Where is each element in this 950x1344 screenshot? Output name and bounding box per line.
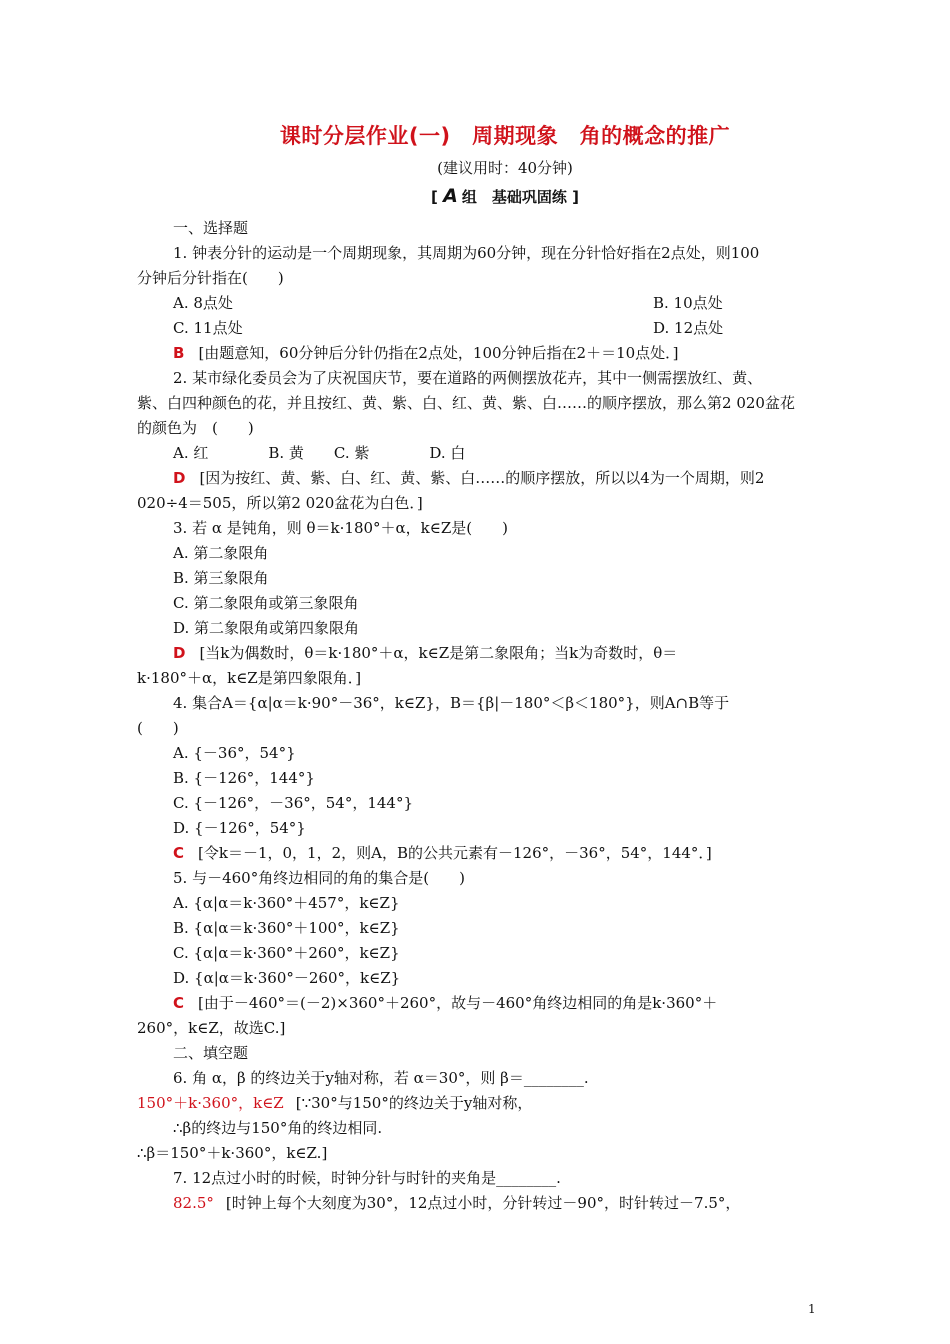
bracket-left: [ [431,188,438,206]
line-text: k·180°＋α，k∈Z是第四象限角．] [137,669,362,687]
bracket-right: ] [572,188,579,206]
text-line [173,743,853,763]
line-text: 6. 角 α，β 的终边关于y轴对称，若 α＝30°，则 β＝________. [173,1069,589,1087]
text-line [173,243,853,263]
text-line [173,818,853,838]
text-line [173,368,853,388]
text-line [173,943,853,963]
text-line [137,418,817,438]
line-text: ∴β＝150°＋k·360°，k∈Z.] [137,1144,328,1162]
line-text: [由于－460°＝(－2)×360°＋260°，故与－460°角终边相同的角是k·360°＋ [198,994,718,1012]
answer-letter: C [173,994,185,1012]
group-heading [0,185,950,207]
text-line [173,443,853,463]
option-left: A. 8点处 [173,294,233,312]
line-text: 5. 与－460°角终边相同的角的集合是( ) [173,869,465,887]
text-line [137,668,817,688]
text-line [173,218,853,238]
line-text: 7. 12点过小时的时候，时钟分针与时针的夹角是________. [173,1169,561,1187]
line-text: A. 红 B. 黄 C. 紫 D. 白 [173,444,466,462]
line-text: C. {α|α＝k·360°＋260°，k∈Z} [173,944,400,962]
text-line [137,493,817,513]
line-text: D. {α|α＝k·360°－260°，k∈Z} [173,969,401,987]
text-line [137,1143,817,1163]
line-text: 020÷4＝505，所以第2 020盆花为白色．] [137,494,423,512]
text-line [173,543,853,563]
text-line [173,468,853,488]
text-line [173,1068,853,1088]
page-number: 1 [808,1302,816,1316]
text-line [173,343,853,363]
text-line [137,718,817,738]
answer-text: 82.5° [173,1194,214,1212]
line-text: 4. 集合A＝{α|α＝k·90°－36°，k∈Z}，B＝{β|－180°＜β＜180°}，则A∩B等于 [173,694,730,712]
answer-letter: B [173,344,185,362]
text-line [173,693,853,713]
line-text: C. 第二象限角或第三象限角 [173,594,359,612]
text-line [173,968,853,988]
text-line [173,293,813,313]
line-text: 2. 某市绿化委员会为了庆祝国庆节，要在道路的两侧摆放花卉，其中一侧需摆放红、黄、 [173,369,763,387]
text-line [173,793,853,813]
line-text: [∵30°与150°的终边关于y轴对称， [295,1094,533,1112]
text-line [173,593,853,613]
text-line [137,1018,817,1038]
line-text: ∴β的终边与150°角的终边相同. [173,1119,383,1137]
line-text: B. 第三象限角 [173,569,269,587]
text-line [173,518,853,538]
text-line [173,893,853,913]
line-text: C. {－126°，－36°，54°，144°} [173,794,414,812]
text-line [173,868,853,888]
text-line [137,1093,817,1113]
line-text: A. {－36°，54°} [173,744,296,762]
answer-letter: D [173,469,186,487]
text-line [173,643,853,663]
line-text: A. {α|α＝k·360°＋457°，k∈Z} [173,894,400,912]
line-text: B. {α|α＝k·360°＋100°，k∈Z} [173,919,400,937]
line-text: 一、选择题 [173,219,249,237]
option-right: B. 10点处 [653,294,723,312]
text-line [173,843,853,863]
answer-letter: C [173,844,185,862]
option-right: D. 12点处 [653,319,724,337]
text-line [173,568,853,588]
text-line [173,318,813,338]
text-line [173,993,853,1013]
line-text: 1. 钟表分针的运动是一个周期现象，其周期为60分钟，现在分针恰好指在2点处，则100 [173,244,760,262]
answer-letter: D [173,644,186,662]
text-line [173,1118,853,1138]
page-title: 课时分层作业(一) 周期现象 角的概念的推广 [279,124,731,148]
text-line [173,768,853,788]
text-line [173,1168,853,1188]
line-text: B. {－126°，144°} [173,769,315,787]
line-text: 紫、白四种颜色的花，并且按红、黄、紫、白、红、黄、紫、白……的顺序摆放，那么第2 020盆花 [137,394,795,412]
text-line [173,618,853,638]
text-line [173,1193,853,1213]
line-text: 的颜色为 ( ) [137,419,254,437]
text-line [173,1043,853,1063]
line-text: 二、填空题 [173,1044,249,1062]
line-text: [当k为偶数时，θ＝k·180°＋α，k∈Z是第二象限角；当k为奇数时，θ＝ [199,644,678,662]
line-text: 分钟后分针指在( ) [137,269,284,287]
line-text: ( ) [137,719,179,737]
line-text: [因为按红、黄、紫、白、红、黄、紫、白……的顺序摆放，所以以4为一个周期，则2 [199,469,765,487]
line-text: 3. 若 α 是钝角，则 θ＝k·180°＋α，k∈Z是( ) [173,519,508,537]
line-text: [由题意知，60分钟后分针仍指在2点处，100分钟后指在2＋＝10点处．] [198,344,679,362]
text-line [173,918,853,938]
line-text: D. {－126°，54°} [173,819,306,837]
option-left: C. 11点处 [173,319,243,337]
suggested-time: (建议用时：40分钟) [437,159,573,177]
text-line [137,393,817,413]
line-text: [令k＝－1，0，1，2，则A，B的公共元素有－126°，－36°，54°，144°．] [198,844,712,862]
text-line [137,268,817,288]
line-text: A. 第二象限角 [173,544,269,562]
line-text: 260°，k∈Z，故选C.] [137,1019,286,1037]
answer-text: 150°＋k·360°，k∈Z [137,1094,284,1112]
group-label: 组 基础巩固练 [461,188,567,206]
line-text: [时钟上每个大刻度为30°，12点过小时，分针转过－90°，时针转过－7.5°， [225,1194,741,1212]
line-text: D. 第二象限角或第四象限角 [173,619,360,637]
group-letter: A [443,185,458,207]
